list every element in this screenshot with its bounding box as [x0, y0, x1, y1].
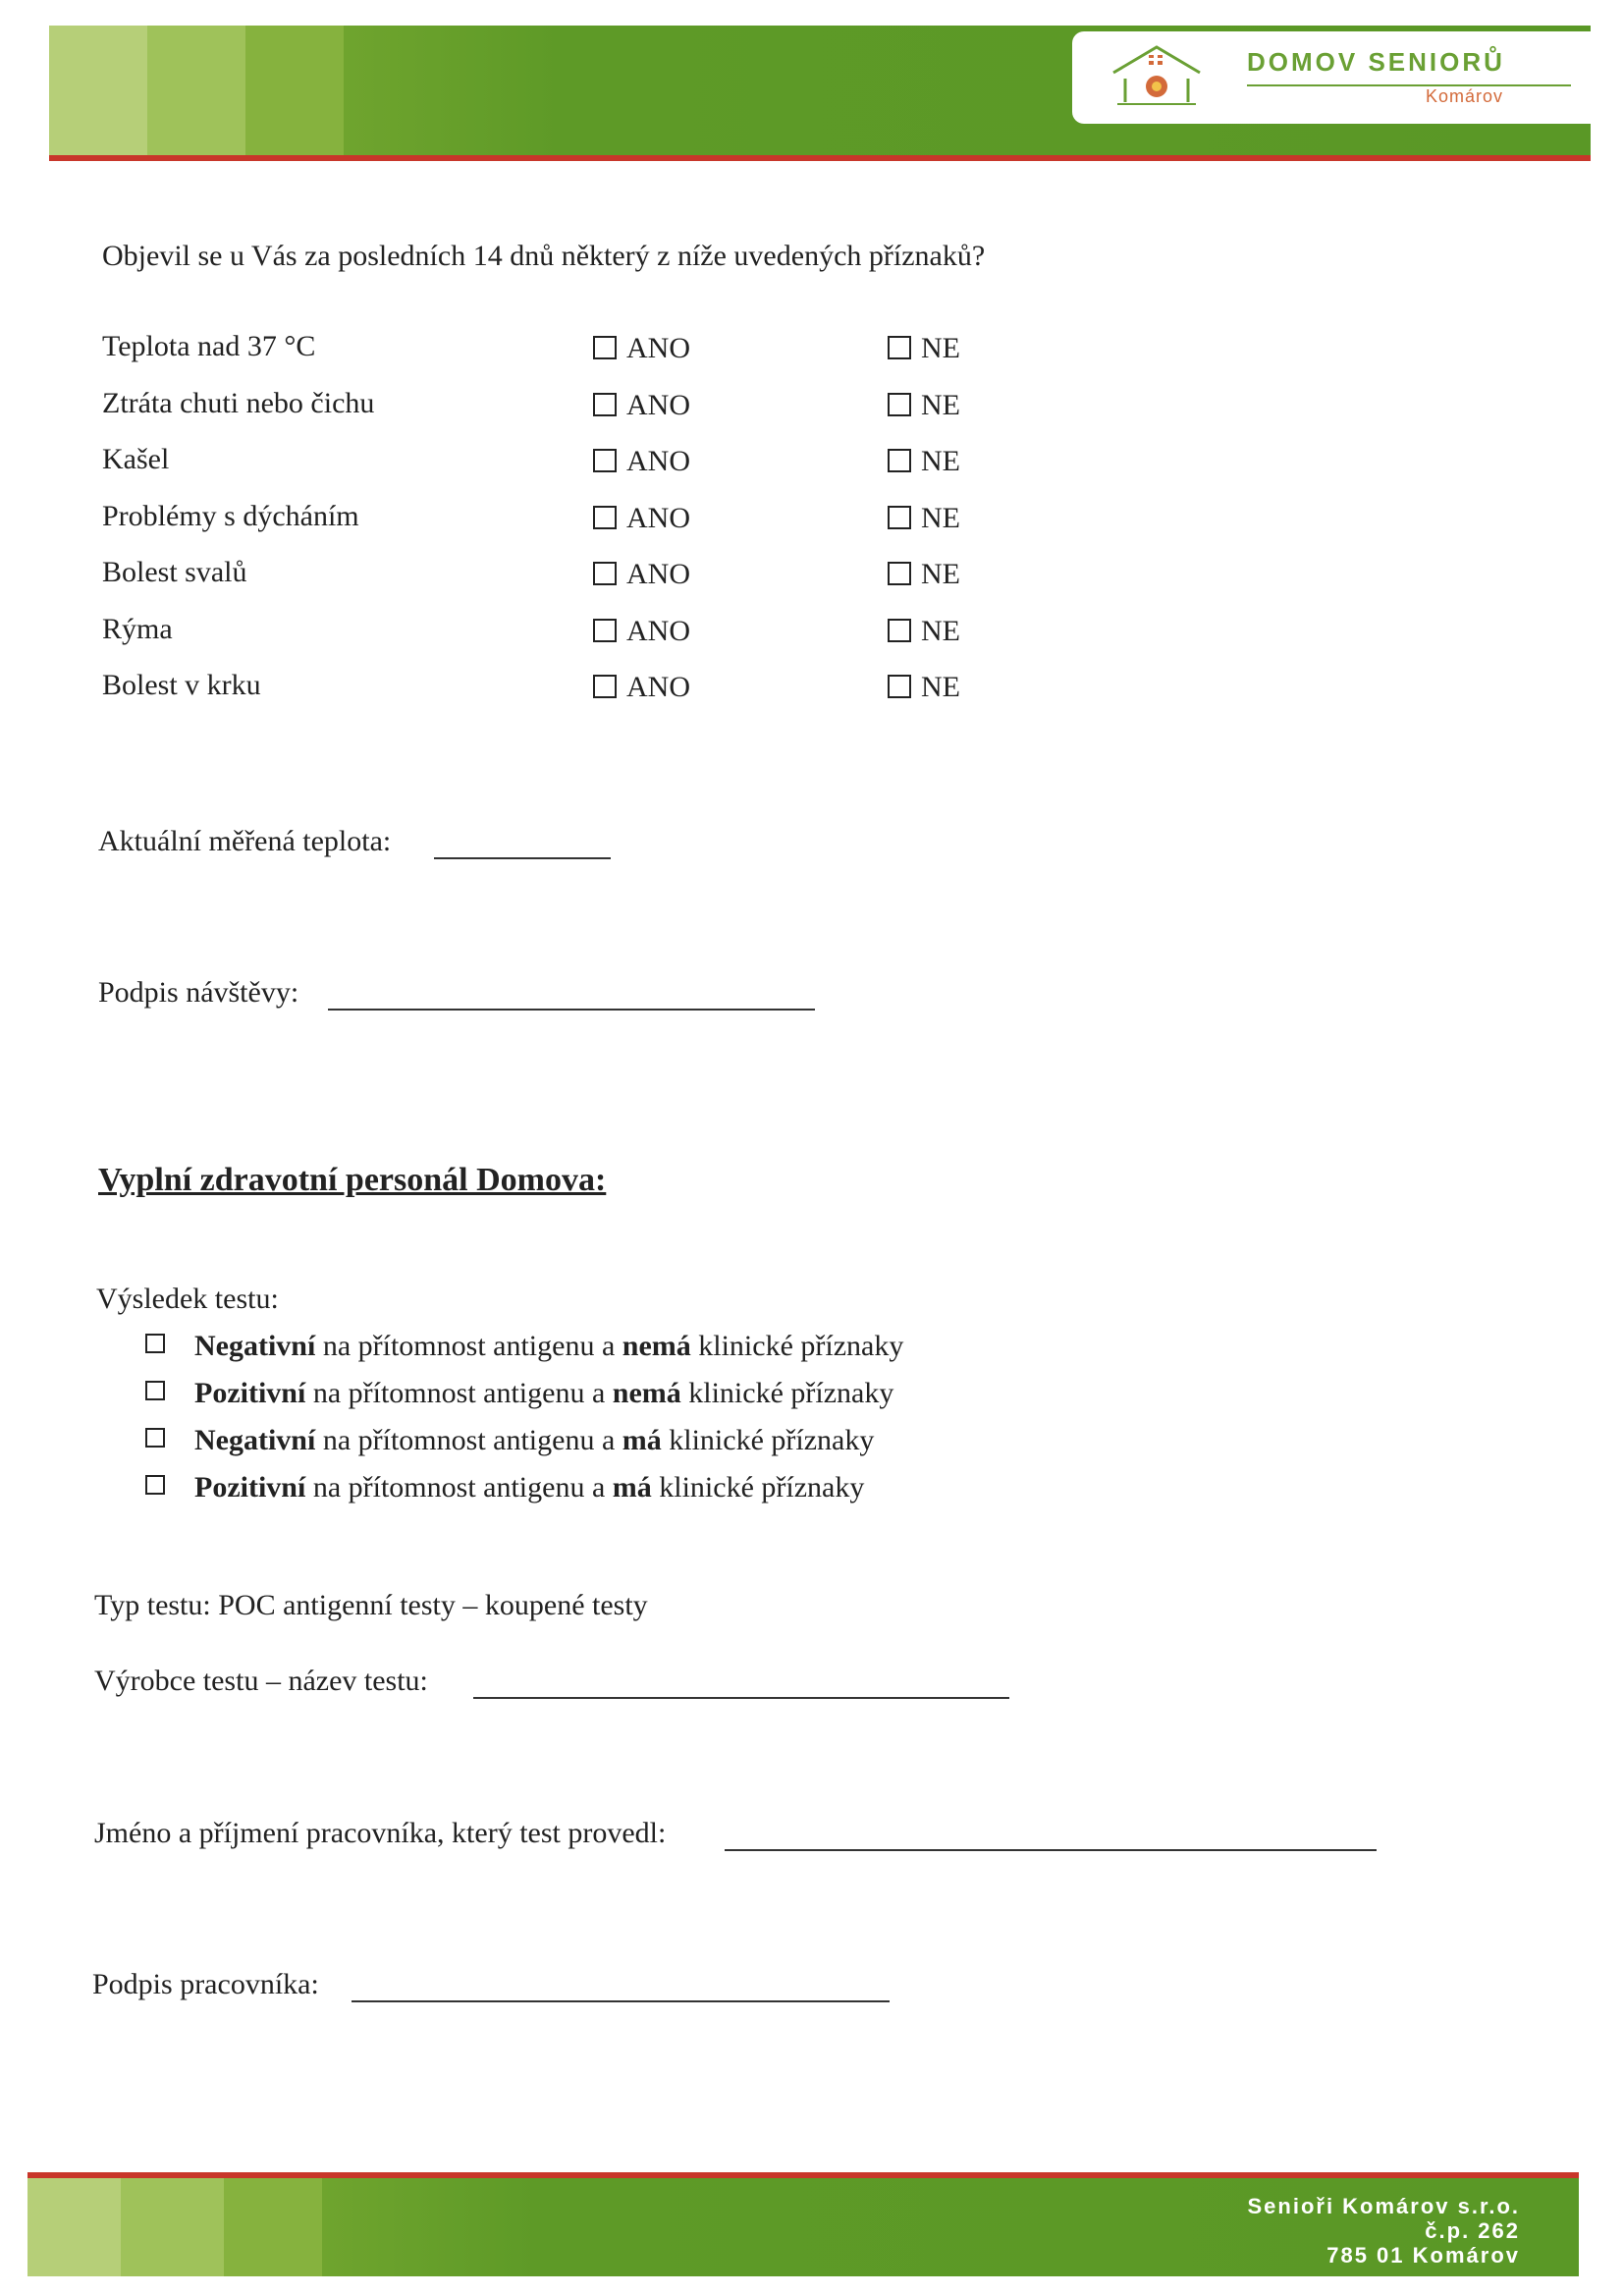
checkbox[interactable]: [145, 1428, 165, 1448]
temperature-label: Aktuální měřená teplota:: [98, 825, 392, 857]
visitor-signature-label: Podpis návštěvy:: [98, 976, 299, 1009]
symptom-label: Bolest svalů: [102, 556, 247, 588]
no-option[interactable]: NE: [888, 558, 960, 597]
checkbox[interactable]: [888, 506, 911, 529]
header-divider: [49, 155, 1591, 161]
footer-city: 785 01 Komárov: [1326, 2243, 1520, 2268]
result-option[interactable]: Negativní na přítomnost antigenu a nemá klinické příznaky: [145, 1330, 903, 1363]
no-option[interactable]: NE: [888, 332, 960, 371]
result-option[interactable]: Pozitivní na přítomnost antigenu a nemá klinické příznaky: [145, 1377, 893, 1410]
symptom-label: Problémy s dýcháním: [102, 500, 359, 532]
checkbox[interactable]: [145, 1381, 165, 1400]
yes-option[interactable]: ANO: [593, 671, 690, 710]
checkbox[interactable]: [593, 449, 617, 472]
yes-option[interactable]: ANO: [593, 389, 690, 428]
yes-option[interactable]: ANO: [593, 445, 690, 484]
result-label: Výsledek testu:: [96, 1283, 279, 1315]
manufacturer-label: Výrobce testu – název testu:: [94, 1665, 428, 1697]
logo-subtitle: Komárov: [1426, 86, 1504, 106]
footer-address: [1247, 2194, 1520, 2268]
no-option[interactable]: NE: [888, 671, 960, 710]
worker-signature-label: Podpis pracovníka:: [92, 1968, 319, 2000]
no-option[interactable]: NE: [888, 389, 960, 428]
visitor-signature-field[interactable]: [328, 1008, 815, 1011]
checkbox[interactable]: [888, 619, 911, 642]
yes-option[interactable]: ANO: [593, 502, 690, 541]
checkbox[interactable]: [593, 619, 617, 642]
manufacturer-field[interactable]: [473, 1696, 1009, 1699]
checkbox[interactable]: [145, 1334, 165, 1353]
no-option[interactable]: NE: [888, 445, 960, 484]
footer-street: č.p. 262: [1425, 2218, 1520, 2243]
checkbox[interactable]: [888, 675, 911, 698]
checkbox[interactable]: [888, 393, 911, 416]
yes-option[interactable]: ANO: [593, 615, 690, 654]
symptom-label: Ztráta chuti nebo čichu: [102, 387, 375, 419]
temperature-field[interactable]: [434, 856, 611, 859]
yes-option[interactable]: ANO: [593, 558, 690, 597]
symptom-label: Bolest v krku: [102, 669, 261, 701]
symptom-label: Teplota nad 37 °C: [102, 330, 316, 362]
logo-title: DOMOV SENIORŮ: [1247, 47, 1505, 77]
no-option[interactable]: NE: [888, 615, 960, 654]
checkbox[interactable]: [145, 1475, 165, 1495]
no-option[interactable]: NE: [888, 502, 960, 541]
staff-section-title: Vyplní zdravotní personál Domova:: [98, 1162, 607, 1198]
footer-company: Senioři Komárov s.r.o.: [1247, 2194, 1520, 2218]
worker-signature-field[interactable]: [352, 1999, 890, 2002]
checkbox[interactable]: [593, 336, 617, 359]
checkbox[interactable]: [593, 562, 617, 585]
checkbox[interactable]: [593, 506, 617, 529]
house-logo-icon: [1108, 43, 1206, 106]
worker-name-label: Jméno a příjmení pracovníka, který test provedl:: [94, 1817, 667, 1849]
worker-name-field[interactable]: [725, 1848, 1377, 1851]
yes-option[interactable]: ANO: [593, 332, 690, 371]
checkbox[interactable]: [593, 675, 617, 698]
checkbox[interactable]: [888, 562, 911, 585]
result-option[interactable]: Negativní na přítomnost antigenu a má klinické příznaky: [145, 1424, 874, 1457]
checkbox[interactable]: [593, 393, 617, 416]
symptom-label: Rýma: [102, 613, 173, 645]
symptom-question: Objevil se u Vás za posledních 14 dnů některý z níže uvedených příznaků?: [102, 240, 986, 272]
checkbox[interactable]: [888, 449, 911, 472]
symptom-label: Kašel: [102, 443, 170, 475]
test-type: Typ testu: POC antigenní testy – koupené testy: [94, 1589, 648, 1621]
checkbox[interactable]: [888, 336, 911, 359]
logo-rule: [1247, 84, 1571, 86]
result-option[interactable]: Pozitivní na přítomnost antigenu a má klinické příznaky: [145, 1471, 864, 1504]
